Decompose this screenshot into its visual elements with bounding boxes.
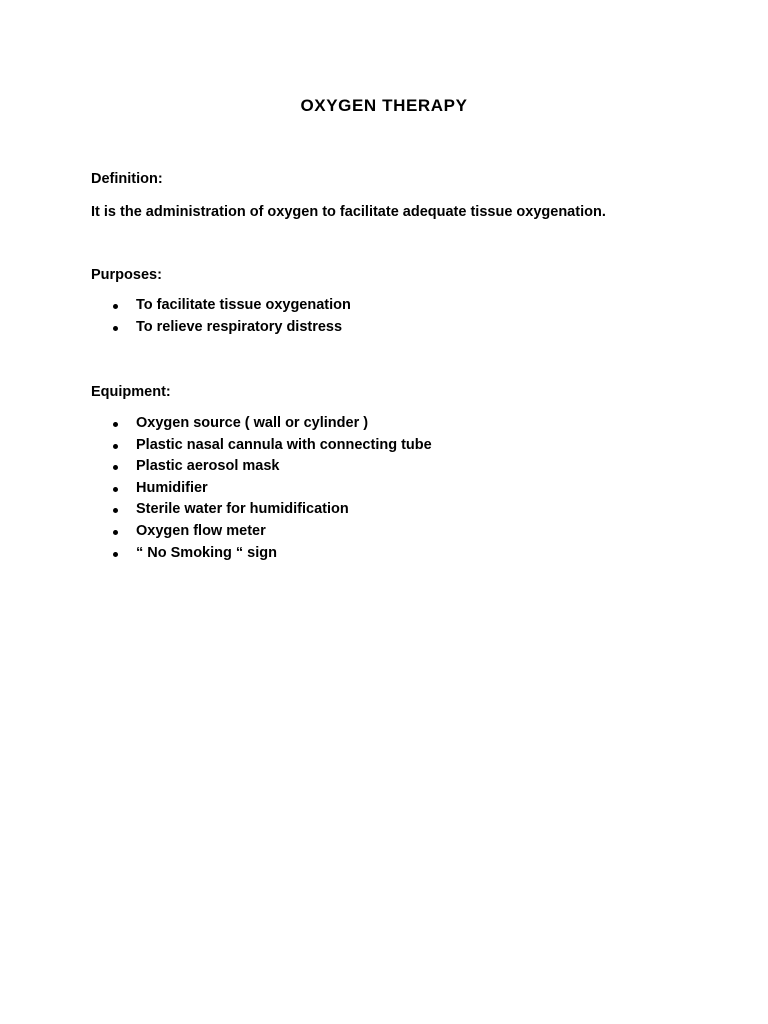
bullet-icon bbox=[113, 444, 118, 449]
equipment-item-text: Oxygen source ( wall or cylinder ) bbox=[136, 415, 369, 431]
equipment-item-text: Sterile water for humidification bbox=[136, 501, 349, 518]
bullet-icon bbox=[113, 422, 118, 427]
equipment-item-text: Oxygen flow meter bbox=[136, 522, 266, 539]
equipment-heading: Equipment: bbox=[91, 384, 171, 400]
purposes-heading: Purposes: bbox=[91, 267, 162, 283]
bullet-icon bbox=[113, 552, 118, 557]
equipment-item-text: Plastic nasal cannula with connecting tube bbox=[136, 436, 432, 453]
bullet-icon bbox=[113, 508, 118, 513]
bullet-icon bbox=[113, 304, 118, 309]
equipment-item-text: Plastic aerosol mask bbox=[136, 458, 280, 475]
bullet-icon bbox=[113, 530, 118, 535]
equipment-item-text: Humidifier bbox=[136, 479, 208, 496]
equipment-item-text: “ No Smoking “ sign bbox=[136, 544, 277, 561]
definition-text: It is the administration of oxygen to facilitate adequate tissue oxygenation. bbox=[91, 204, 606, 220]
definition-heading: Definition: bbox=[91, 171, 163, 187]
bullet-icon bbox=[113, 326, 118, 331]
bullet-icon bbox=[113, 487, 118, 492]
purpose-item-text: To facilitate tissue oxygenation bbox=[136, 297, 351, 313]
purpose-item-text: To relieve respiratory distress bbox=[136, 318, 343, 335]
page-title: OXYGEN THERAPY bbox=[300, 96, 468, 115]
bullet-icon bbox=[113, 465, 118, 470]
